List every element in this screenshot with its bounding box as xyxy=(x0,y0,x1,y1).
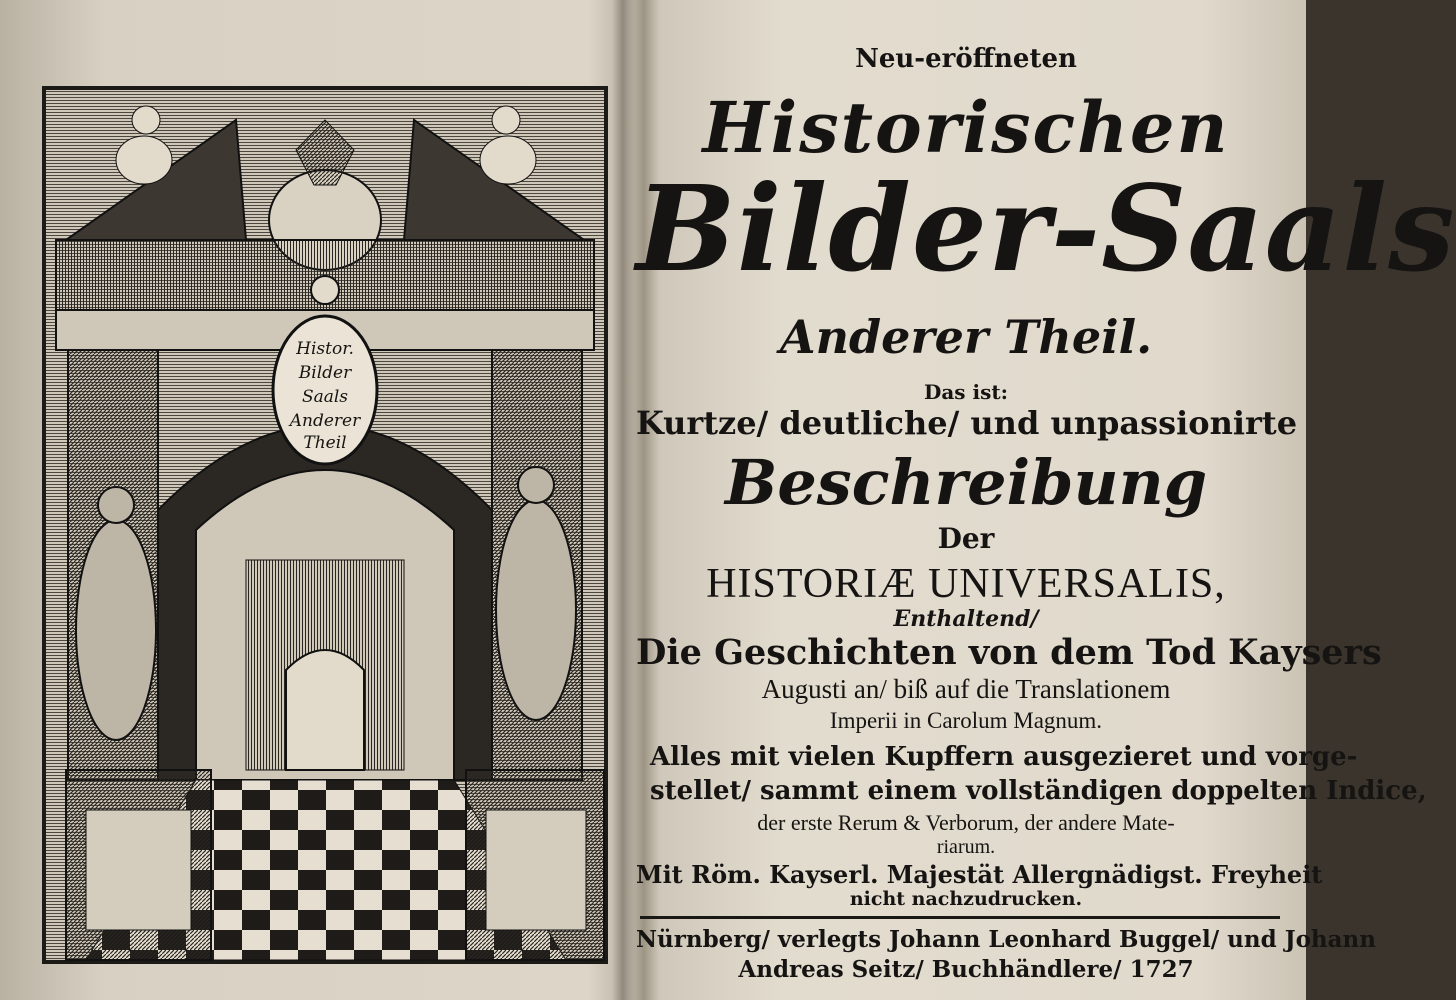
title-line-nachzudrucken: nicht nachzudrucken. xyxy=(849,888,1083,910)
title-line-historischen: Historischen xyxy=(702,86,1230,169)
imprint-line-year: Andreas Seitz/ Buchhändlere/ 1727 xyxy=(738,956,1194,983)
cartouche-line: Histor. xyxy=(296,339,354,359)
title-line-rerum: der erste Rerum & Verborum, der andere Mate- xyxy=(757,810,1175,835)
title-line-kupffern: Alles mit vielen Kupffern ausgezieret und vorge- xyxy=(650,742,1358,772)
title-line-neu-eroeffneten: Neu-eröffneten xyxy=(855,44,1077,74)
title-line-bilder-saals: Bilder-Saals xyxy=(636,159,1456,298)
cartouche-line: Bilder xyxy=(298,363,352,383)
title-line-indice: stellet/ sammt einem vollständigen doppelten Indice, xyxy=(650,776,1427,806)
frontispiece-engraving xyxy=(42,86,608,964)
cartouche-line: Theil xyxy=(303,433,347,453)
title-line-riarum: riarum. xyxy=(936,836,996,858)
cartouche-line: Anderer xyxy=(289,411,361,431)
title-line-das-ist: Das ist: xyxy=(923,380,1008,404)
title-line-privilege: Mit Röm. Kayserl. Majestät Allergnädigst. Freyheit xyxy=(636,860,1323,889)
title-line-beschreibung: Beschreibung xyxy=(724,446,1208,519)
title-line-geschichten: Die Geschichten von dem Tod Kaysers xyxy=(636,632,1382,673)
title-line-enthaltend: Enthaltend/ xyxy=(893,606,1039,632)
title-line-der: Der xyxy=(937,522,995,555)
title-line-historiae-universalis: HISTORIÆ UNIVERSALIS, xyxy=(706,561,1226,607)
imprint-rule xyxy=(640,916,1280,919)
title-page xyxy=(636,14,1456,994)
engraving-illustration xyxy=(46,90,604,960)
book-gutter xyxy=(612,0,636,1000)
title-line-imperii: Imperii in Carolum Magnum. xyxy=(829,708,1103,733)
cartouche-line: Saals xyxy=(301,387,349,407)
title-line-kurtze: Kurtze/ deutliche/ und unpassionirte xyxy=(636,404,1298,442)
imprint-line-publisher: Nürnberg/ verlegts Johann Leonhard Buggel/ und Johann xyxy=(636,926,1376,953)
title-line-augusti: Augusti an/ biß auf die Translationem xyxy=(761,674,1171,704)
title-line-anderer-theil: Anderer Theil. xyxy=(779,310,1153,364)
